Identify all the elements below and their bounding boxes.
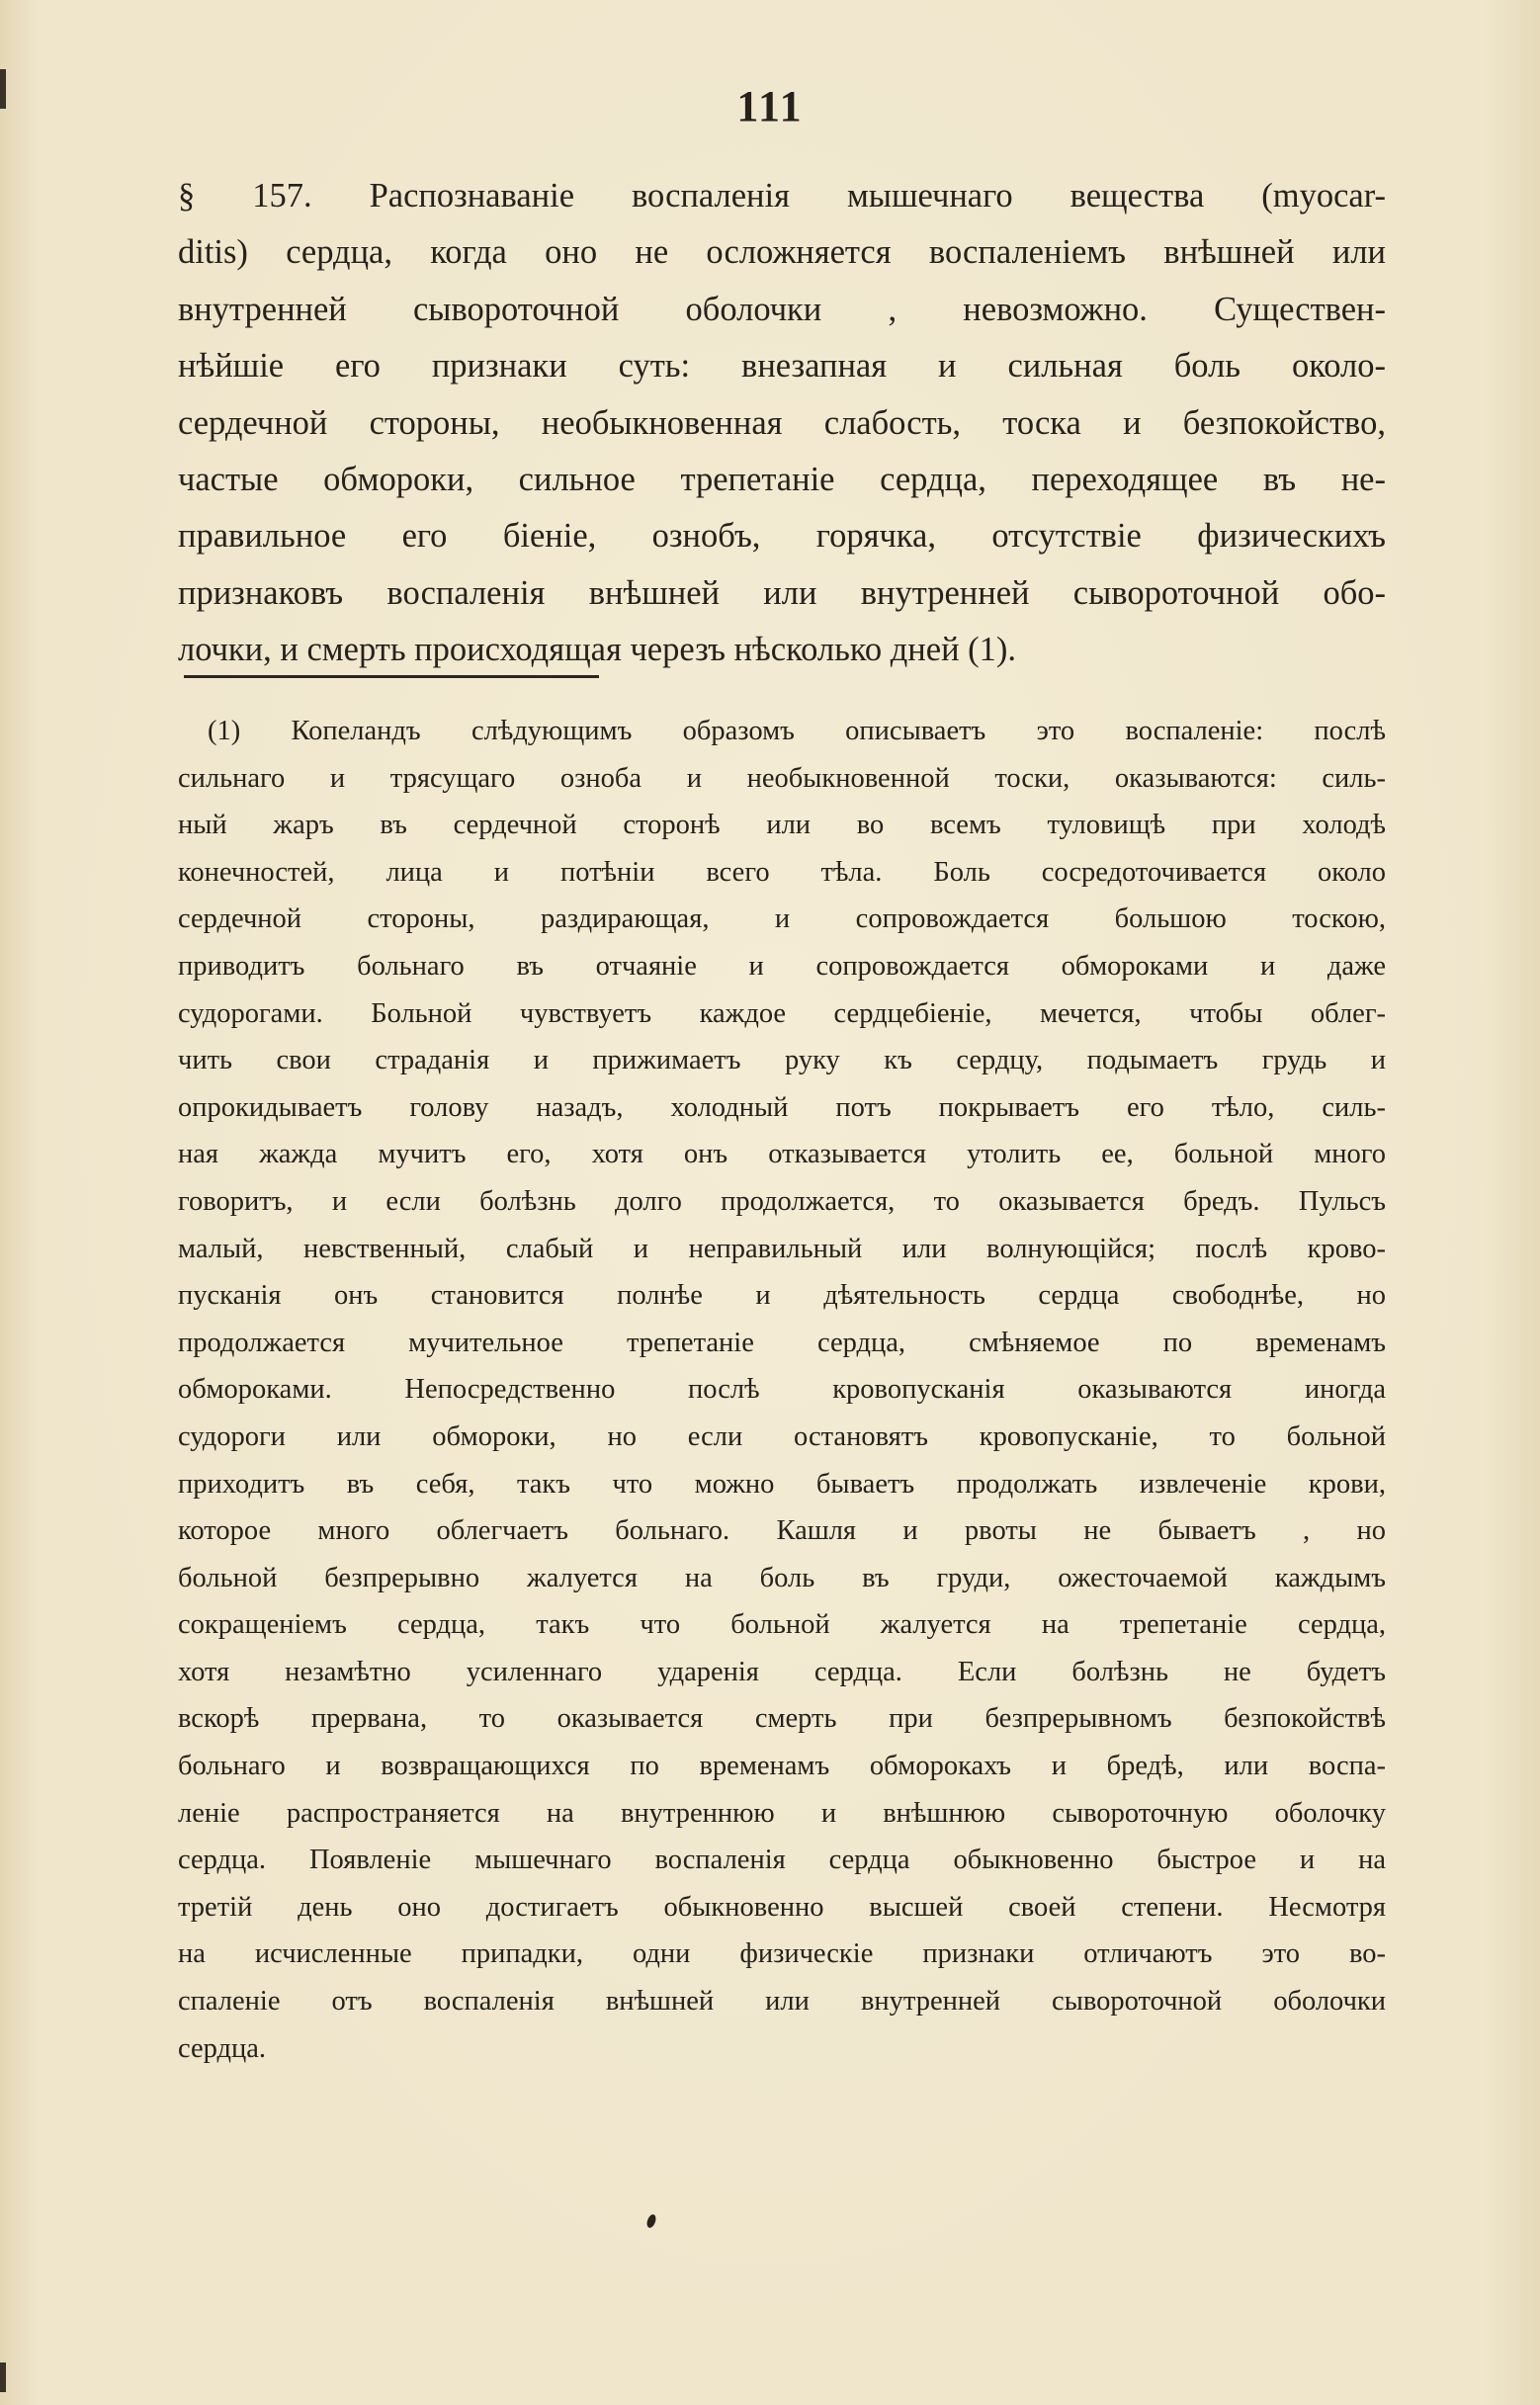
footnote-line: пусканiя онъ становится полнѣе и дѣятельность сердца свободнѣе, но	[178, 1280, 1386, 1312]
footnote-line: судороги или обмороки, но если остановятъ кровопусканiе, то больной	[178, 1420, 1386, 1452]
main-paragraph-line: правильное его бiенiе, ознобъ, горячка, отсутствiе физическихъ	[178, 517, 1386, 556]
ink-blot	[645, 2213, 657, 2229]
footnote-line: говоритъ, и если болѣзнь долго продолжается, то оказывается бредъ. Пульсъ	[178, 1185, 1386, 1217]
main-paragraph-line: признаковъ воспаленiя внѣшней или внутренней сывороточной обо-	[178, 573, 1386, 612]
footnote-line: ленiе распространяется на внутреннюю и внѣшнюю сывороточную оболочку	[178, 1797, 1386, 1829]
footnote-line: опрокидываетъ голову назадъ, холодный потъ покрываетъ его тѣло, силь-	[178, 1091, 1386, 1123]
main-paragraph	[178, 168, 1386, 679]
footnote-line: малый, невственный, слабый и неправильный или волнующiйся; послѣ крово-	[178, 1233, 1386, 1264]
footnote-divider	[184, 675, 599, 678]
main-paragraph-line: ditis) сердца, когда оно не осложняется воспаленiемъ внѣшней или	[178, 233, 1386, 272]
footnote-line: судорогами. Больной чувствуетъ каждое сердцебiенiе, мечется, чтобы облег-	[178, 997, 1386, 1029]
main-paragraph-line: нѣйшiе его признаки суть: внезапная и сильная боль около-	[178, 347, 1386, 386]
main-paragraph-line: внутренней сывороточной оболочки , невозможно. Существен-	[178, 290, 1386, 328]
footnote-line: (1) Копеландъ слѣдующимъ образомъ описываетъ это воспаленiе: послѣ	[208, 716, 1386, 746]
main-paragraph-line: § 157. Распознаванiе воспаленiя мышечнаго вещества (myocar-	[178, 177, 1386, 215]
footnote-line: сердца.	[178, 2032, 267, 2064]
main-paragraph-line: сердечной стороны, необыкновенная слабость, тоска и безпокойство,	[178, 403, 1386, 442]
footnote-line: сердца. Появленiе мышечнаго воспаленiя сердца обыкновенно быстрое и на	[178, 1845, 1386, 1876]
footnote-line: приводитъ больнаго въ отчаянiе и сопровождается обмороками и даже	[178, 950, 1386, 982]
page-edge-mark	[0, 2362, 6, 2392]
footnote-line: хотя незамѣтно усиленнаго ударенiя сердца. Если болѣзнь не будетъ	[178, 1656, 1386, 1687]
footnote	[178, 708, 1386, 2072]
footnote-line: больной безпрерывно жалуется на боль въ груди, ожесточаемой каждымъ	[178, 1562, 1386, 1593]
footnote-line: спаленiе отъ воспаленiя внѣшней или внутренней сывороточной оболочки	[178, 1986, 1386, 2018]
footnote-line: конечностей, лица и потѣнiи всего тѣла. Боль сосредоточивается около	[178, 856, 1386, 888]
page-number: 111	[736, 82, 804, 130]
footnote-line: ный жаръ въ сердечной сторонѣ или во всемъ туловищѣ при холодѣ	[178, 810, 1386, 841]
footnote-line: сердечной стороны, раздирающая, и сопровождается большою тоскою,	[178, 903, 1386, 935]
main-paragraph-line: частые обмороки, сильное трепетанiе сердца, переходящее въ не-	[178, 461, 1386, 499]
footnote-line: на исчисленные припадки, одни физическiе признаки отличаютъ это во-	[178, 1938, 1386, 1970]
footnote-line: вскорѣ прервана, то оказывается смерть при безпрерывномъ безпокойствѣ	[178, 1703, 1386, 1735]
footnote-line: ная жажда мучитъ его, хотя онъ отказывается утолить ее, больной много	[178, 1139, 1386, 1170]
footnote-line: обмороками. Непосредственно послѣ кровопусканiя оказываются иногда	[178, 1374, 1386, 1406]
footnote-line: продолжается мучительное трепетанiе сердца, смѣняемое по временамъ	[178, 1327, 1386, 1358]
footnote-line: больнаго и возвращающихся по временамъ обморокахъ и бредѣ, или воспа-	[178, 1751, 1386, 1782]
footnote-line: которое много облегчаетъ больнаго. Кашля и рвоты не бываетъ , но	[178, 1515, 1386, 1547]
footnote-line: третiй день оно достигаетъ обыкновенно высшей своей степени. Несмотря	[178, 1891, 1386, 1923]
footnote-line: приходитъ въ себя, такъ что можно бываетъ продолжать извлеченiе крови,	[178, 1468, 1386, 1500]
main-paragraph-line: лочки, и смерть происходящая черезъ нѣсколько дней (1).	[178, 631, 1017, 669]
footnote-line: сильнаго и трясущаго озноба и необыкновенной тоски, оказываются: силь-	[178, 762, 1386, 794]
footnote-line: чить свои страданiя и прижимаетъ руку къ сердцу, подымаетъ грудь и	[178, 1045, 1386, 1076]
footnote-line: сокращенiемъ сердца, такъ что больной жалуется на трепетанiе сердца,	[178, 1609, 1386, 1641]
